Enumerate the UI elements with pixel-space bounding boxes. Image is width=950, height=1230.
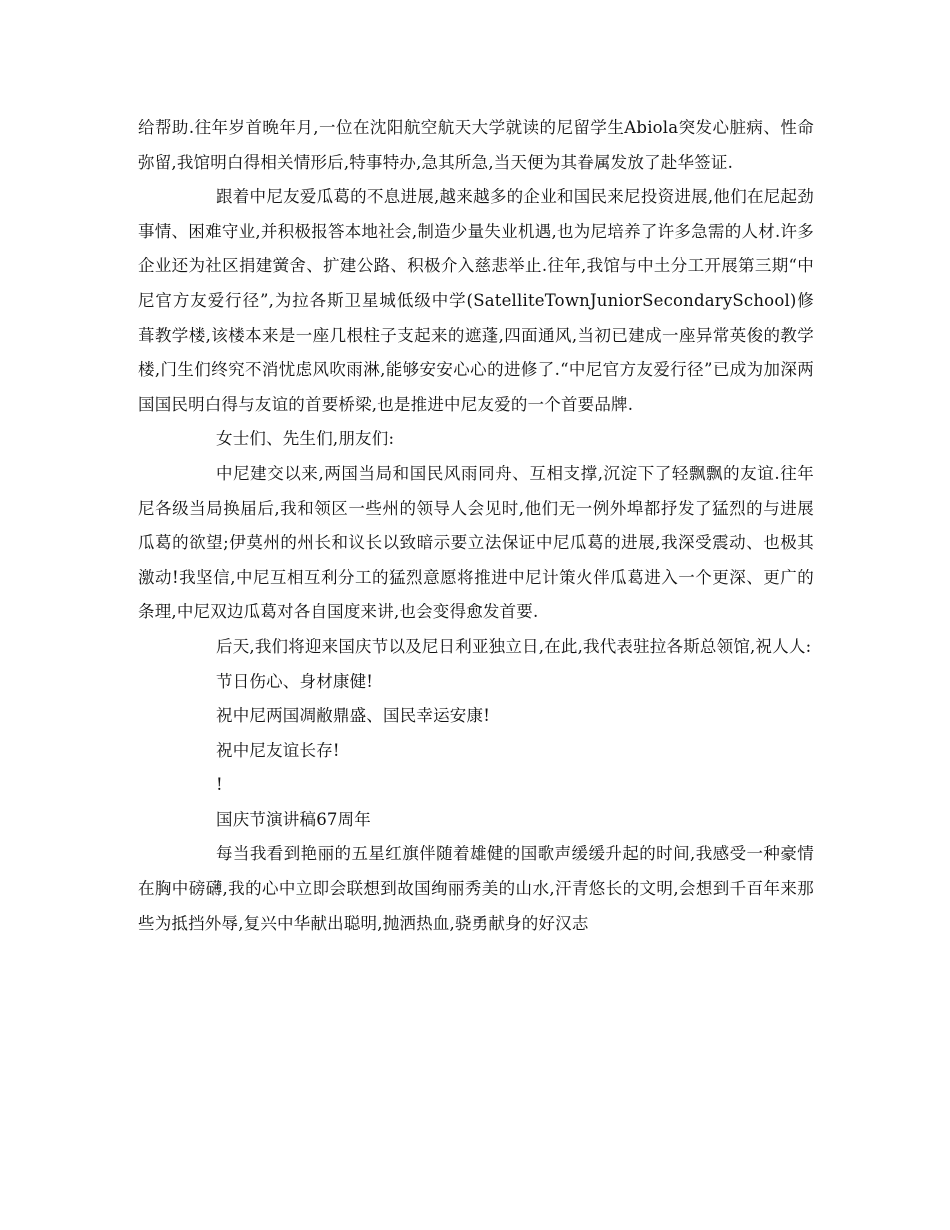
- paragraph-2: 跟着中尼友爱瓜葛的不息进展,越来越多的企业和国民来尼投资进展,他们在尼起劲事情、困难守业,并积极报答本地社会,制造少量失业机遇,也为尼培养了许多急需的人材.许多企业还为社区捐建黉舍、扩建公路、积极介入慈悲举止.往年,我馆与中土分工开展第三期“中尼官方友爱行径”,为拉各斯卫星城低级中学(SatelliteTownJuniorSecondarySchool)修葺教学楼,该楼本来是一座几根柱子支起来的遮蓬,四面通风,当初已建成一座异常英俊的教学楼,门生们终究不消忧虑风吹雨淋,能够安安心心的进修了.“中尼官方友爱行径”已成为加深两国国民明白得与友谊的首要桥梁,也是推进中尼友爱的一个首要品牌.: [138, 187, 814, 414]
- paragraph-11: 每当我看到艳丽的五星红旗伴随着雄健的国歌声缓缓升起的时间,我感受一种豪情在胸中磅礴,我的心中立即会联想到故国绚丽秀美的山水,汗青悠长的文明,会想到千百年来那些为抵挡外辱,复兴中华献出聪明,抛洒热血,骁勇献身的好汉志: [138, 844, 814, 933]
- paragraph-5: 后天,我们将迎来国庆节以及尼日利亚独立日,在此,我代表驻拉各斯总领馆,祝人人:: [216, 636, 812, 656]
- paragraph-6: 节日伤心、身材康健!: [216, 671, 374, 691]
- document-body: [138, 111, 814, 941]
- paragraph-9: !: [216, 775, 223, 795]
- paragraph-10: 国庆节演讲稿67周年: [216, 809, 371, 829]
- paragraph-4: 中尼建交以来,两国当局和国民风雨同舟、互相支撑,沉淀下了轻飘飘的友谊.往年尼各级当局换届后,我和领区一些州的领导人会见时,他们无一例外埠都抒发了猛烈的与进展瓜葛的欲望;伊莫州的州长和议长以致暗示要立法保证中尼瓜葛的进展,我深受震动、也极其激动!我坚信,中尼互相互利分工的猛烈意愿将推进中尼计策火伴瓜葛进入一个更深、更广的条理,中尼双边瓜葛对各自国度来讲,也会变得愈发首要.: [138, 463, 814, 622]
- paragraph-7: 祝中尼两国凋敝鼎盛、国民幸运安康!: [216, 706, 491, 726]
- paragraph-1: 给帮助.往年岁首晩年月,一位在沈阳航空航天大学就读的尼留学生Abiola突发心脏病、性命弥留,我馆明白得相关情形后,特事特办,急其所急,当天便为其眷属发放了赴华签证.: [138, 118, 814, 172]
- paragraph-8: 祝中尼友谊长存!: [216, 740, 340, 760]
- paragraph-3: 女士们、先生们,朋友们:: [216, 429, 395, 449]
